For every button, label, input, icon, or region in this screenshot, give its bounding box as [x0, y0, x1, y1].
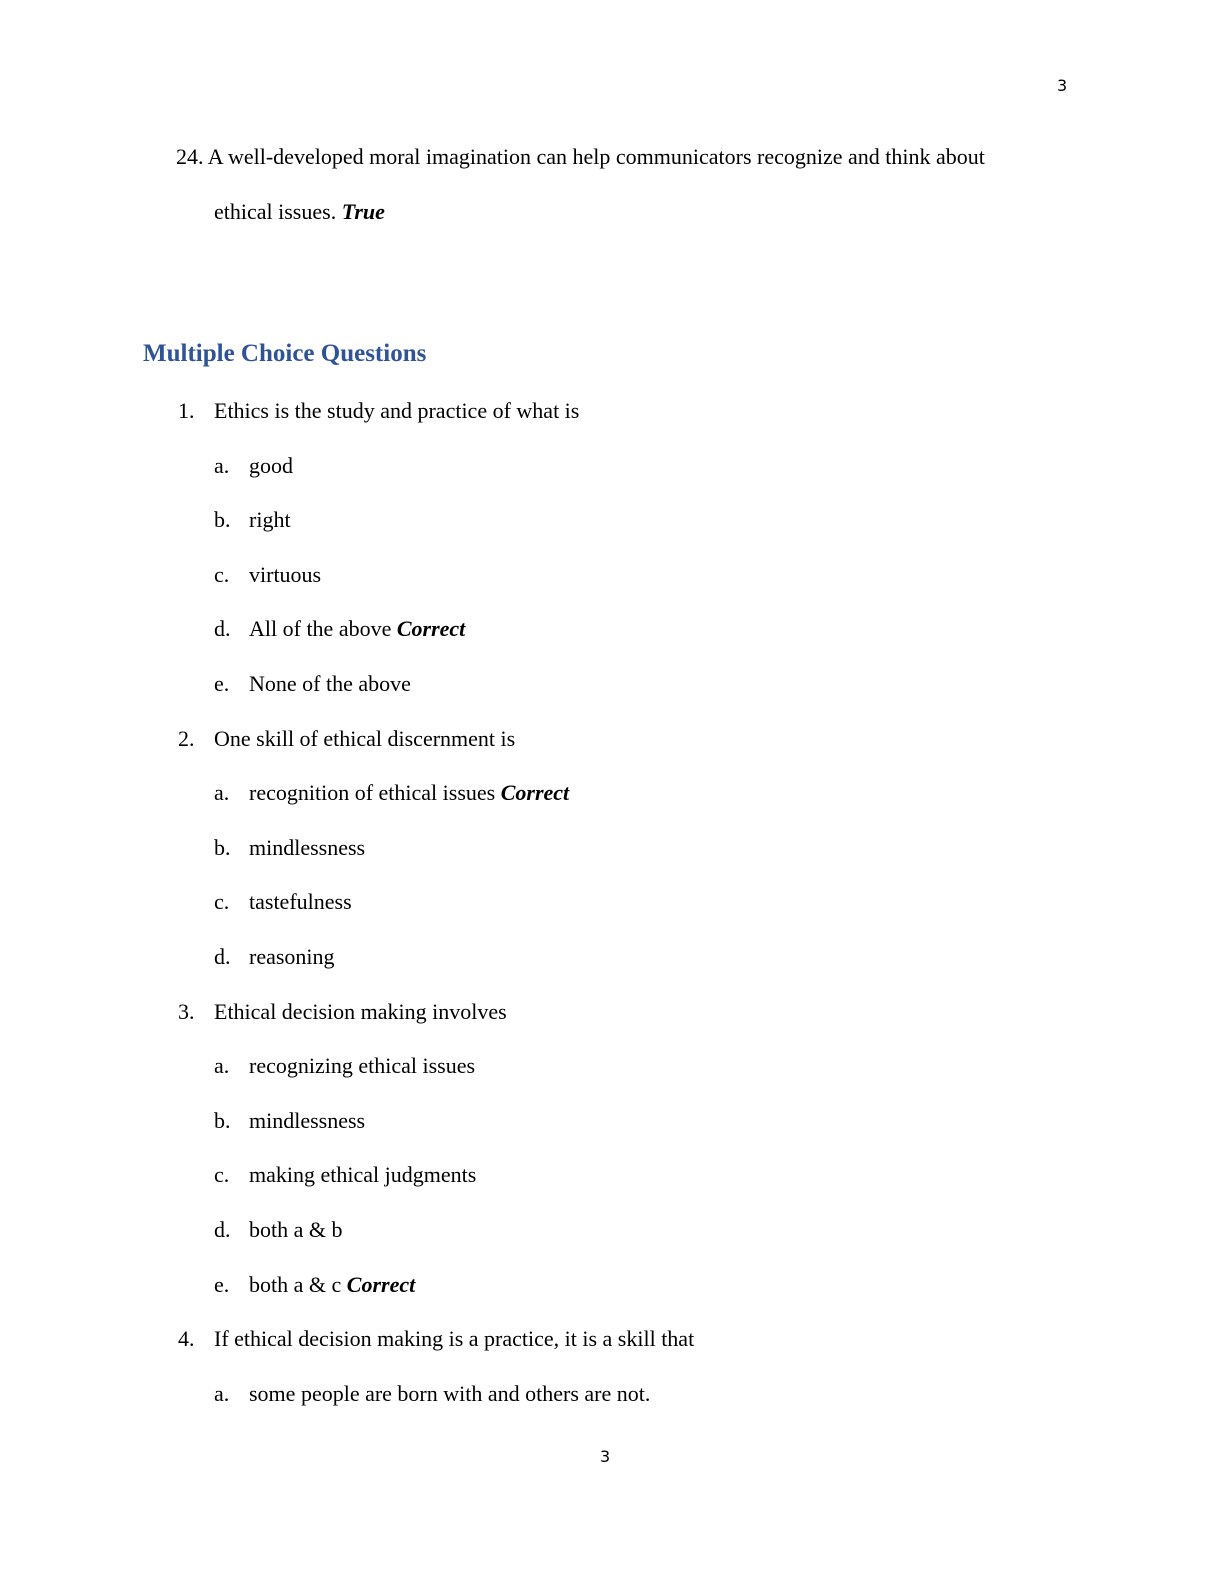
option-text: recognizing ethical issues — [249, 1053, 476, 1079]
option-text: making ethical judgments — [249, 1162, 477, 1188]
option-text: recognition of ethical issues — [249, 780, 496, 806]
option-line — [214, 671, 411, 697]
option-letter: d. — [214, 616, 231, 642]
option-text: mindlessness — [249, 1107, 366, 1133]
option-letter: b. — [214, 834, 231, 860]
option-letter: a. — [214, 780, 230, 806]
tf-answer: True — [341, 199, 385, 224]
question-number: 4. — [178, 1326, 195, 1352]
option-text: right — [249, 507, 291, 533]
question-line — [178, 999, 507, 1025]
correct-answer-mark: Correct — [346, 1271, 416, 1297]
question-text: Ethics is the study and practice of what is — [214, 398, 580, 423]
option-line — [214, 453, 293, 479]
option-line — [214, 1162, 476, 1188]
correct-answer-mark: Correct — [396, 616, 466, 642]
option-line — [214, 507, 291, 533]
option-text: All of the above — [249, 616, 392, 642]
option-line — [214, 780, 569, 806]
option-line — [214, 889, 352, 915]
question-text: If ethical decision making is a practice, it is a skill that — [214, 1326, 695, 1352]
question-number: 3. — [178, 998, 195, 1024]
option-text: good — [249, 452, 293, 478]
tf-text-1: A well-developed moral imagination can help communicators recognize and think about — [207, 144, 985, 169]
tf-line-2 — [214, 199, 385, 225]
option-line — [214, 1272, 415, 1298]
question-text: Ethical decision making involves — [214, 998, 507, 1024]
option-letter: a. — [214, 1380, 230, 1406]
option-letter: c. — [214, 889, 230, 915]
option-line — [214, 1381, 650, 1407]
tf-text-2: ethical issues. — [214, 199, 337, 224]
option-letter: c. — [214, 1162, 230, 1188]
option-line — [214, 562, 321, 588]
option-letter: b. — [214, 1107, 231, 1133]
tf-number: 24. — [176, 144, 204, 169]
question-line — [178, 398, 579, 424]
option-text: both a & b — [249, 1217, 343, 1242]
option-text: tastefulness — [249, 889, 352, 915]
question-line — [178, 1326, 694, 1352]
question-line — [178, 726, 515, 752]
option-text: both a & c — [249, 1271, 342, 1297]
option-letter: a. — [214, 452, 230, 478]
option-letter: d. — [214, 944, 231, 969]
option-line — [214, 1108, 365, 1134]
option-text: some people are born with and others are not. — [249, 1380, 651, 1406]
correct-answer-mark: Correct — [500, 780, 570, 806]
option-line — [214, 835, 365, 861]
option-line — [214, 616, 465, 642]
question-number: 2. — [178, 725, 195, 751]
question-text: One skill of ethical discernment is — [214, 725, 516, 751]
option-line — [214, 1053, 475, 1079]
option-text: reasoning — [249, 944, 335, 969]
option-letter: e. — [214, 1271, 230, 1297]
option-text: virtuous — [249, 561, 322, 587]
option-letter: c. — [214, 561, 230, 587]
page-header-number: 3 — [1057, 76, 1068, 95]
option-line — [214, 1217, 343, 1243]
option-letter: e. — [214, 671, 230, 696]
question-number: 1. — [178, 398, 195, 423]
option-text: None of the above — [249, 671, 411, 696]
option-letter: a. — [214, 1053, 230, 1079]
option-line — [214, 944, 335, 970]
section-title: Multiple Choice Questions — [143, 340, 427, 367]
option-letter: b. — [214, 507, 231, 533]
option-text: mindlessness — [249, 834, 366, 860]
page-footer-number: 3 — [600, 1447, 611, 1466]
option-letter: d. — [214, 1217, 231, 1242]
tf-line-1 — [176, 144, 985, 170]
